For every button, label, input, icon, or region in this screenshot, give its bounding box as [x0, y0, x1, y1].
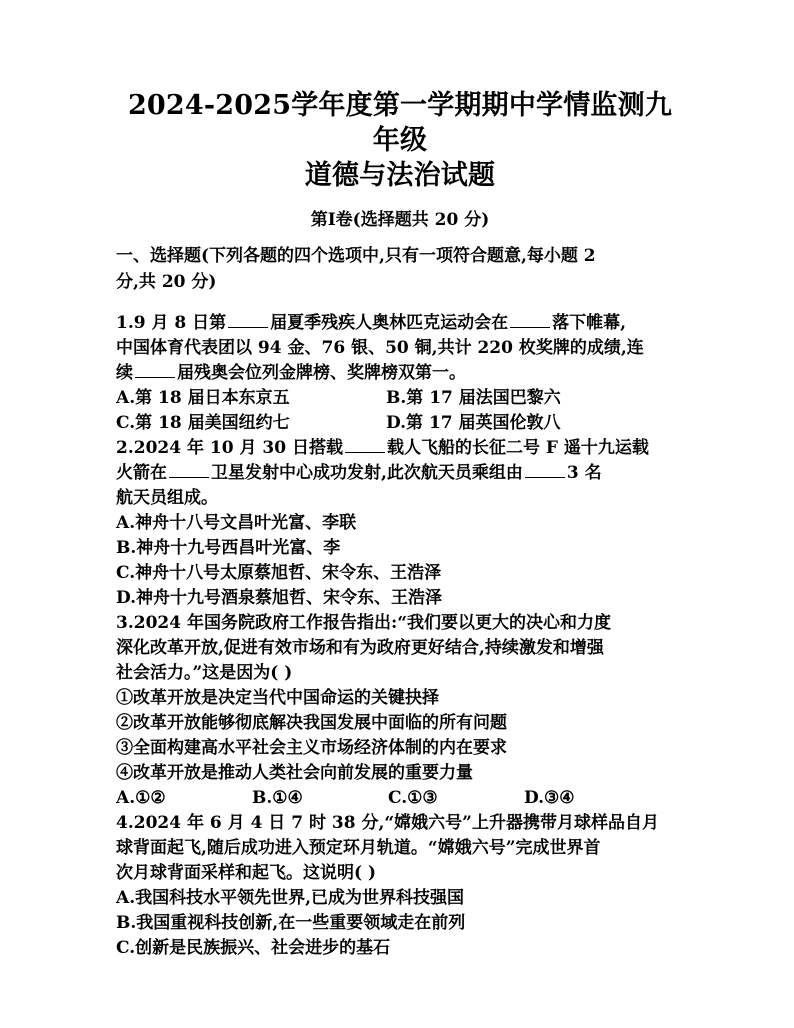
q1-option-c: C.第 18 届美国纽约七	[116, 413, 290, 433]
q2-text-a: 2.2024 年 10 月 30 日搭载	[116, 438, 343, 458]
question-2-line-3: 航天员组成。	[116, 488, 218, 508]
q1-text-c: 落下帷幕,	[552, 313, 627, 333]
q3-statement-1: ①改革开放是决定当代中国命运的关键抉择	[116, 688, 439, 708]
q2-text-e: 3 名	[566, 463, 602, 483]
q1-option-d: D.第 17 届英国伦敦八	[386, 413, 561, 433]
question-4-line-3: 次月球背面采样和起飞。这说明( )	[116, 863, 377, 883]
question-1-line-1	[116, 311, 684, 336]
question-4-line-2: 球背面起飞,随后成功进入预定环月轨道。“嫦娥六号”完成世界首	[116, 838, 601, 858]
question-2	[116, 436, 684, 611]
q4-option-b: B.我国重视科技创新,在一些重要领域走在前列	[116, 913, 466, 933]
q1-options-row-1	[116, 386, 684, 411]
section-heading: 第I卷(选择题共 20 分)	[310, 210, 490, 230]
exam-title-line1: 2024-2025学年度第一学期期中学情监测九年级	[127, 90, 673, 156]
q3-statement-2: ②改革开放能够彻底解决我国发展中面临的所有问题	[116, 713, 507, 733]
answer-blank	[135, 363, 175, 378]
q2-option-b: B.神舟十九号西昌叶光富、李	[116, 538, 341, 558]
q2-text-b: 载人飞船的长征二号 F 遥十九运载	[386, 438, 649, 458]
answer-blank	[345, 438, 385, 453]
instructions-line2: 分,共 20 分)	[116, 272, 217, 292]
question-2-line-1	[116, 436, 684, 461]
exam-title-line2: 道德与法治试题	[304, 160, 496, 191]
q3-statement-4: ④改革开放是推动人类社会向前发展的重要力量	[116, 763, 473, 783]
q1-text-b: 届夏季残疾人奥林匹克运动会在	[270, 313, 509, 333]
question-1	[116, 311, 684, 436]
question-3	[116, 611, 684, 811]
q2-text-d: 卫星发射中心成功发射,此次航天员乘组由	[211, 463, 523, 483]
q1-options-row-2	[116, 411, 684, 436]
question-3-line-2: 深化改革开放,促进有效市场和有为政府更好结合,持续激发和增强	[116, 638, 604, 658]
answer-blank	[510, 313, 550, 328]
question-3-line-3: 社会活力。”这是因为( )	[116, 663, 293, 683]
q3-option-b: B.①④	[252, 788, 303, 808]
q1-option-b: B.第 17 届法国巴黎六	[386, 388, 561, 408]
q2-option-a: A.神舟十八号文昌叶光富、李联	[116, 513, 357, 533]
q3-option-a: A.①②	[116, 788, 166, 808]
question-4-line-1: 4.2024 年 6 月 4 日 7 时 38 分,“嫦娥六号”上升器携带月球样品自月	[116, 813, 659, 833]
q2-text-c: 火箭在	[116, 463, 167, 483]
question-2-line-2	[116, 461, 684, 486]
q1-text-d: 续	[116, 363, 133, 383]
question-1-line-2: 中国体育代表团以 94 金、76 银、50 铜,共计 220 枚奖牌的成绩,连	[116, 338, 644, 358]
question-1-line-3	[116, 361, 684, 386]
answer-blank	[525, 463, 565, 478]
q1-text-e: 届残奥会位列金牌榜、奖牌榜双第一。	[177, 363, 466, 383]
answer-blank	[169, 463, 209, 478]
instructions-line1: 一、选择题(下列各题的四个选项中,只有一项符合题意,每小题 2	[116, 246, 596, 266]
question-4	[116, 811, 684, 961]
q1-text-a: 1.9 月 8 日第	[116, 313, 227, 333]
q3-option-d: D.③④	[524, 788, 575, 808]
q2-option-c: C.神舟十八号太原蔡旭哲、宋令东、王浩泽	[116, 563, 442, 583]
q4-option-a: A.我国科技水平领先世界,已成为世界科技强国	[116, 888, 465, 908]
q3-option-c: C.①③	[388, 788, 438, 808]
q2-option-d: D.神舟十九号酒泉蔡旭哲、宋令东、王浩泽	[116, 588, 443, 608]
q4-option-c: C.创新是民族振兴、社会进步的基石	[116, 938, 391, 958]
answer-blank	[228, 313, 268, 328]
q1-option-a: A.第 18 届日本东京五	[116, 388, 290, 408]
instructions	[116, 243, 684, 295]
q3-statement-3: ③全面构建高水平社会主义市场经济体制的内在要求	[116, 738, 507, 758]
question-3-line-1: 3.2024 年国务院政府工作报告指出:“我们要以更大的决心和力度	[116, 613, 612, 633]
q3-options-row	[116, 786, 684, 811]
